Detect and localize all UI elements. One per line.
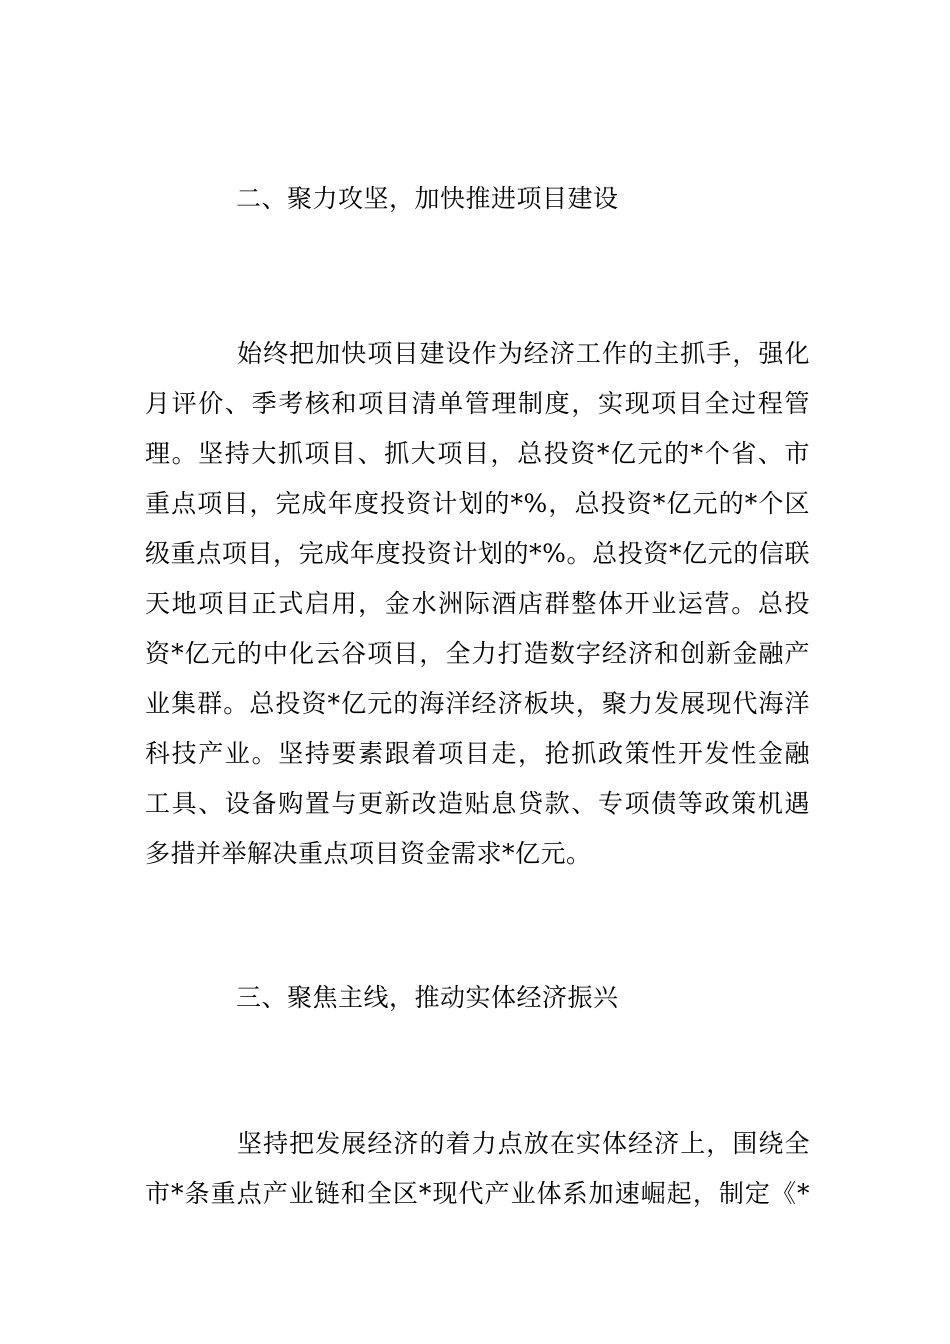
paragraph-line: 理。坚持大抓项目、抓大项目，总投资*亿元的*个省、市 [145,439,810,468]
paragraph-line: 级重点项目，完成年度投资计划的*%。总投资*亿元的信联 [145,539,810,568]
paragraph-line: 市*条重点产业链和全区*现代产业体系加速崛起，制定《* [145,1179,810,1208]
section-heading-2: 二、聚力攻坚，加快推进项目建设 [236,184,619,213]
paragraph-line: 科技产业。坚持要素跟着项目走，抢抓政策性开发性金融 [145,739,810,768]
paragraph-line: 重点项目，完成年度投资计划的*%，总投资*亿元的*个区 [145,489,810,518]
section-3-paragraph [145,1119,810,1219]
paragraph-line: 业集群。总投资*亿元的海洋经济板块，聚力发展现代海洋 [145,689,810,718]
paragraph-line: 资*亿元的中化云谷项目，全力打造数字经济和创新金融产 [145,639,810,668]
section-heading-3: 三、聚焦主线，推动实体经济振兴 [236,983,619,1012]
paragraph-line: 始终把加快项目建设作为经济工作的主抓手，强化 [237,339,810,368]
section-2-paragraph [145,329,810,879]
paragraph-line: 天地项目正式启用，金水洲际酒店群整体开业运营。总投 [145,589,810,618]
paragraph-line: 多措并举解决重点项目资金需求*亿元。 [145,839,592,868]
paragraph-line: 工具、设备购置与更新改造贴息贷款、专项债等政策机遇 [145,789,810,818]
paragraph-line: 月评价、季考核和项目清单管理制度，实现项目全过程管 [145,389,810,418]
paragraph-line: 坚持把发展经济的着力点放在实体经济上，围绕全 [237,1129,810,1158]
